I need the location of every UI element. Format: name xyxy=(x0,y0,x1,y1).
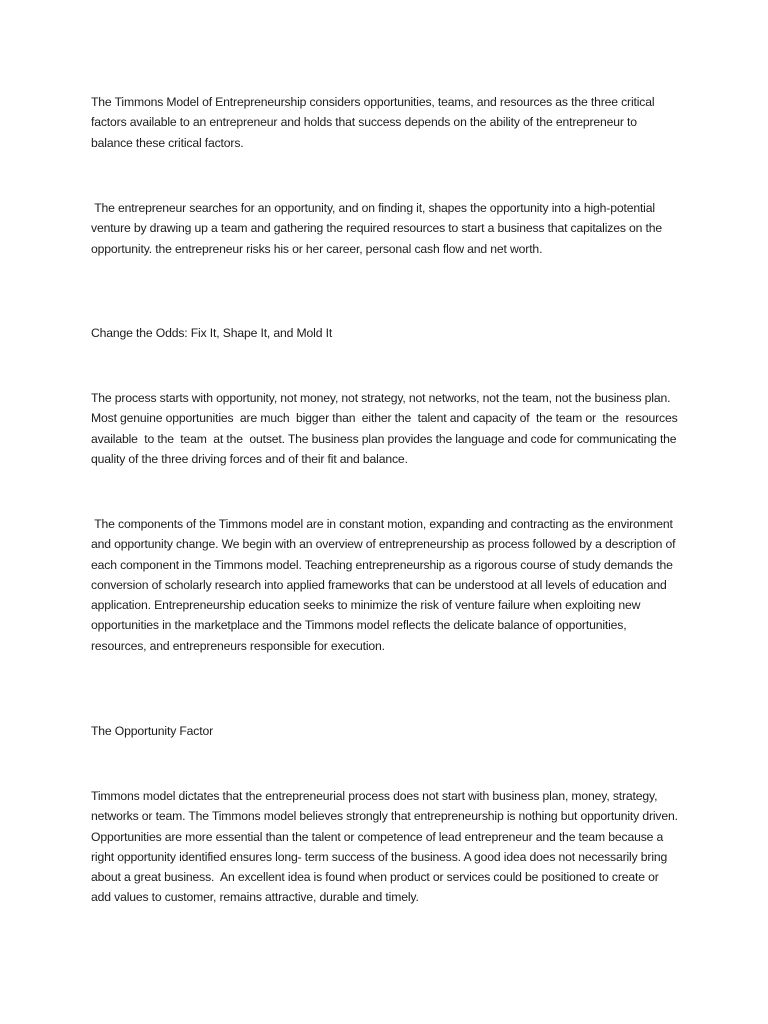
heading-change-the-odds: Change the Odds: Fix It, Shape It, and Mold It xyxy=(91,326,333,340)
paragraph-opportunity-driven: Timmons model dictates that the entrepreneurial process does not start with business plan, money, strategy, networks or team. The Timmons model believes strongly that entrepreneurship is nothing but opportunity driven. Opportunities are more essential than the talent or competence of lead entrepreneur and the team because a right opportunity identified ensures long- term success of the business. A good idea does not necessarily bring about a great business. An excellent idea is found when product or services could be positioned to create or add values to customer, remains attractive, durable and timely. xyxy=(91,789,682,905)
paragraph-entrepreneur-search: The entrepreneur searches for an opportunity, and on finding it, shapes the opportunity into a high-potential venture by drawing up a team and gathering the required resources to start a business that capitalizes on the opportunity. the entrepreneur risks his or her career, personal cash flow and net worth. xyxy=(91,201,666,256)
paragraph-timmons-model-intro: The Timmons Model of Entrepreneurship considers opportunities, teams, and resources as the three critical factors available to an entrepreneur and holds that success depends on the ability of the entrepreneur to balance these critical factors. xyxy=(91,95,658,150)
heading-opportunity-factor: The Opportunity Factor xyxy=(91,724,214,738)
paragraph-model-components: The components of the Timmons model are in constant motion, expanding and contracting as the environment and opportunity change. We begin with an overview of entrepreneurship as process followed by a description of each component in the Timmons model. Teaching entrepreneurship as a rigorous course of study demands the conversion of scholarly research into applied frameworks that can be understood at all levels of education and application. Entrepreneurship education seeks to minimize the risk of venture failure when exploiting new opportunities in the marketplace and the Timmons model reflects the delicate balance of opportunities, resources, and entrepreneurs responsible for execution. xyxy=(91,517,679,653)
paragraph-process-starts: The process starts with opportunity, not money, not strategy, not networks, not the team, not the business plan. Most genuine opportunities are much bigger than either the talent and capacity of the team or the resources available to the team at the outset. The business plan provides the language and code for communicating the quality of the three driving forces and of their fit and balance. xyxy=(91,391,681,466)
